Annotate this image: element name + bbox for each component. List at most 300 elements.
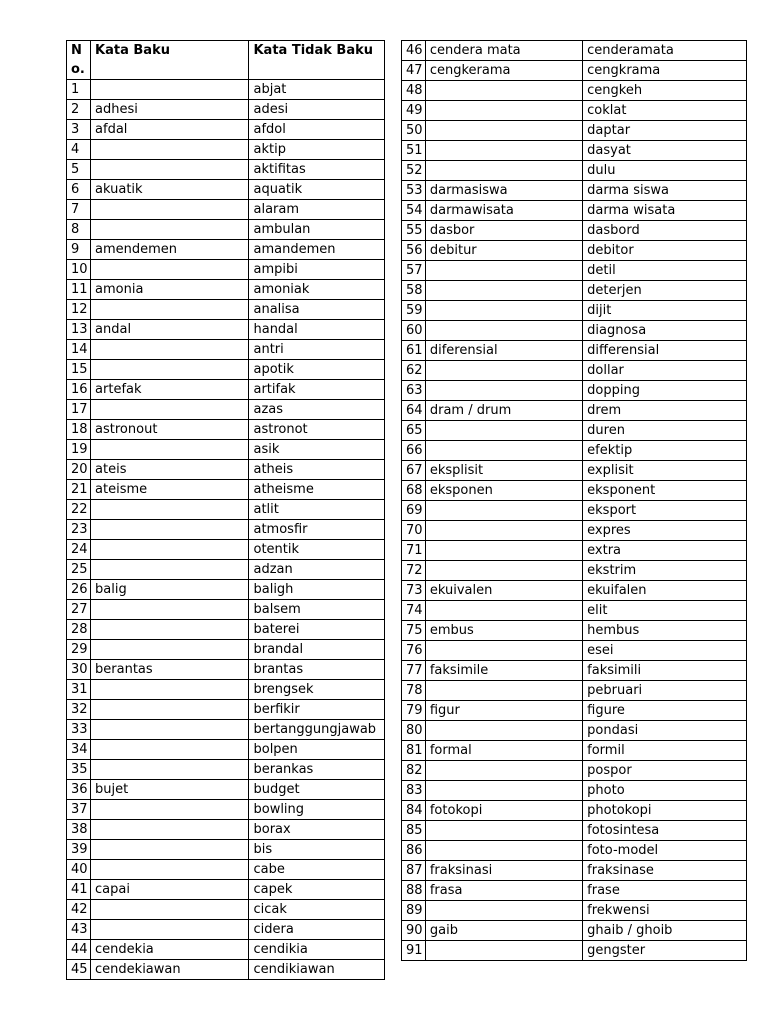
row-number: 26 — [67, 580, 91, 600]
table-row — [67, 540, 385, 560]
kata-tidak-baku-cell: dollar — [583, 361, 747, 381]
kata-tidak-baku-cell: extra — [583, 541, 747, 561]
kata-baku-cell: dram / drum — [425, 401, 582, 421]
table-row — [402, 561, 747, 581]
row-number: 40 — [67, 860, 91, 880]
table-row — [67, 460, 385, 480]
kata-tidak-baku-cell: fotosintesa — [583, 821, 747, 841]
row-number: 43 — [67, 920, 91, 940]
kata-baku-cell — [425, 841, 582, 861]
kata-baku-cell — [91, 140, 249, 160]
table-row — [67, 420, 385, 440]
row-number: 54 — [402, 201, 426, 221]
kata-baku-cell — [425, 261, 582, 281]
table-row — [67, 600, 385, 620]
kata-baku-cell — [91, 360, 249, 380]
row-number: 57 — [402, 261, 426, 281]
table-row — [402, 681, 747, 701]
kata-tidak-baku-cell: cendikia — [249, 940, 385, 960]
kata-baku-cell: bujet — [91, 780, 249, 800]
kata-baku-cell: astronout — [91, 420, 249, 440]
table-row — [402, 41, 747, 61]
kata-baku-cell — [425, 781, 582, 801]
kata-tidak-baku-cell: hembus — [583, 621, 747, 641]
table-row — [402, 481, 747, 501]
kata-tidak-baku-cell: amoniak — [249, 280, 385, 300]
kata-baku-cell — [91, 560, 249, 580]
kata-tidak-baku-cell: drem — [583, 401, 747, 421]
row-number: 60 — [402, 321, 426, 341]
table-row — [67, 220, 385, 240]
kata-tidak-baku-cell: foto-model — [583, 841, 747, 861]
row-number: 29 — [67, 640, 91, 660]
row-number: 9 — [67, 240, 91, 260]
kata-tidak-baku-cell: eksport — [583, 501, 747, 521]
kata-tidak-baku-cell: berfikir — [249, 700, 385, 720]
kata-tidak-baku-cell: dasbord — [583, 221, 747, 241]
row-number: 47 — [402, 61, 426, 81]
table-row — [402, 401, 747, 421]
row-number: 37 — [67, 800, 91, 820]
kata-tidak-baku-cell: afdol — [249, 120, 385, 140]
kata-tidak-baku-cell: debitor — [583, 241, 747, 261]
kata-tidak-baku-cell: efektip — [583, 441, 747, 461]
table-row — [67, 440, 385, 460]
kata-tidak-baku-cell: azas — [249, 400, 385, 420]
kata-baku-cell: darmasiswa — [425, 181, 582, 201]
kata-baku-cell — [425, 321, 582, 341]
table-row — [67, 580, 385, 600]
kata-baku-cell — [91, 680, 249, 700]
table-row — [67, 360, 385, 380]
table-row — [402, 881, 747, 901]
kata-tidak-baku-cell: cabe — [249, 860, 385, 880]
row-number: 86 — [402, 841, 426, 861]
table-row — [402, 121, 747, 141]
kata-tidak-baku-cell: bolpen — [249, 740, 385, 760]
kata-tidak-baku-cell: pondasi — [583, 721, 747, 741]
word-table-left — [66, 40, 385, 980]
row-number: 44 — [67, 940, 91, 960]
kata-tidak-baku-cell: astronot — [249, 420, 385, 440]
table-row — [402, 901, 747, 921]
kata-baku-cell — [91, 340, 249, 360]
row-number: 11 — [67, 280, 91, 300]
row-number: 38 — [67, 820, 91, 840]
kata-tidak-baku-cell: baligh — [249, 580, 385, 600]
kata-baku-cell: berantas — [91, 660, 249, 680]
row-number: 77 — [402, 661, 426, 681]
kata-tidak-baku-cell: dopping — [583, 381, 747, 401]
row-number: 91 — [402, 941, 426, 961]
row-number: 52 — [402, 161, 426, 181]
kata-baku-cell — [425, 381, 582, 401]
table-row — [67, 180, 385, 200]
row-number: 31 — [67, 680, 91, 700]
kata-tidak-baku-cell: adzan — [249, 560, 385, 580]
kata-tidak-baku-cell: cendikiawan — [249, 960, 385, 980]
table-row — [402, 721, 747, 741]
kata-tidak-baku-cell: pebruari — [583, 681, 747, 701]
row-number: 80 — [402, 721, 426, 741]
row-number: 12 — [67, 300, 91, 320]
kata-tidak-baku-cell: baterei — [249, 620, 385, 640]
kata-baku-cell — [425, 361, 582, 381]
kata-baku-cell — [425, 441, 582, 461]
row-number: 71 — [402, 541, 426, 561]
table-row — [67, 320, 385, 340]
kata-tidak-baku-cell: dasyat — [583, 141, 747, 161]
table-row — [402, 261, 747, 281]
kata-tidak-baku-cell: atlit — [249, 500, 385, 520]
kata-baku-cell: adhesi — [91, 100, 249, 120]
row-number: 45 — [67, 960, 91, 980]
row-number: 61 — [402, 341, 426, 361]
kata-tidak-baku-cell: cengkrama — [583, 61, 747, 81]
row-number: 34 — [67, 740, 91, 760]
kata-baku-cell — [91, 800, 249, 820]
kata-baku-cell — [91, 920, 249, 940]
table-row — [67, 700, 385, 720]
kata-baku-cell — [91, 740, 249, 760]
kata-tidak-baku-cell: darma siswa — [583, 181, 747, 201]
kata-baku-cell — [91, 400, 249, 420]
kata-baku-cell — [425, 521, 582, 541]
table-row — [402, 541, 747, 561]
row-number: 62 — [402, 361, 426, 381]
kata-tidak-baku-cell: bertanggungjawab — [249, 720, 385, 740]
table-row — [402, 861, 747, 881]
table-row — [67, 620, 385, 640]
table-row — [67, 340, 385, 360]
table-row — [67, 80, 385, 100]
row-number: 10 — [67, 260, 91, 280]
kata-tidak-baku-cell: ambulan — [249, 220, 385, 240]
row-number: 70 — [402, 521, 426, 541]
table-row — [402, 241, 747, 261]
kata-tidak-baku-cell: dijit — [583, 301, 747, 321]
kata-baku-cell: debitur — [425, 241, 582, 261]
kata-tidak-baku-cell: balsem — [249, 600, 385, 620]
kata-tidak-baku-cell: borax — [249, 820, 385, 840]
row-number: 78 — [402, 681, 426, 701]
kata-tidak-baku-cell: asik — [249, 440, 385, 460]
table-row — [67, 520, 385, 540]
table-row — [67, 200, 385, 220]
table-row — [67, 300, 385, 320]
kata-baku-cell — [425, 141, 582, 161]
table-row — [402, 101, 747, 121]
table-row — [67, 140, 385, 160]
kata-tidak-baku-cell: atheisme — [249, 480, 385, 500]
kata-baku-cell — [425, 681, 582, 701]
row-number: 88 — [402, 881, 426, 901]
kata-tidak-baku-cell: differensial — [583, 341, 747, 361]
row-number: 32 — [67, 700, 91, 720]
table-row — [402, 201, 747, 221]
kata-baku-cell: diferensial — [425, 341, 582, 361]
row-number: 3 — [67, 120, 91, 140]
table-row — [402, 181, 747, 201]
kata-tidak-baku-cell: apotik — [249, 360, 385, 380]
kata-baku-cell — [91, 620, 249, 640]
table-row — [67, 940, 385, 960]
row-number: 67 — [402, 461, 426, 481]
table-row — [402, 801, 747, 821]
kata-tidak-baku-cell: frase — [583, 881, 747, 901]
table-row — [402, 761, 747, 781]
row-number: 63 — [402, 381, 426, 401]
kata-tidak-baku-cell: esei — [583, 641, 747, 661]
table-row — [67, 820, 385, 840]
table-row — [67, 880, 385, 900]
kata-tidak-baku-cell: deterjen — [583, 281, 747, 301]
row-number: 17 — [67, 400, 91, 420]
kata-baku-cell: fotokopi — [425, 801, 582, 821]
kata-baku-cell — [91, 820, 249, 840]
row-number: 36 — [67, 780, 91, 800]
row-number: 30 — [67, 660, 91, 680]
kata-baku-cell: amonia — [91, 280, 249, 300]
kata-baku-cell — [91, 600, 249, 620]
table-row — [67, 560, 385, 580]
kata-baku-cell — [425, 561, 582, 581]
kata-baku-cell — [425, 941, 582, 961]
row-number: 4 — [67, 140, 91, 160]
kata-baku-cell: amendemen — [91, 240, 249, 260]
kata-tidak-baku-cell: bowling — [249, 800, 385, 820]
row-number: 33 — [67, 720, 91, 740]
kata-baku-cell: frasa — [425, 881, 582, 901]
table-row — [402, 341, 747, 361]
kata-baku-cell — [425, 301, 582, 321]
kata-baku-cell: ekuivalen — [425, 581, 582, 601]
table-row — [67, 500, 385, 520]
row-number: 81 — [402, 741, 426, 761]
kata-baku-cell — [91, 640, 249, 660]
row-number: 89 — [402, 901, 426, 921]
row-number: 65 — [402, 421, 426, 441]
kata-tidak-baku-cell: duren — [583, 421, 747, 441]
row-number: 87 — [402, 861, 426, 881]
table-row — [67, 720, 385, 740]
row-number: 82 — [402, 761, 426, 781]
kata-baku-cell — [91, 900, 249, 920]
table-row — [67, 660, 385, 680]
kata-baku-cell: eksponen — [425, 481, 582, 501]
table-row — [402, 941, 747, 961]
row-number: 19 — [67, 440, 91, 460]
row-number: 69 — [402, 501, 426, 521]
kata-baku-cell: fraksinasi — [425, 861, 582, 881]
kata-baku-cell — [91, 760, 249, 780]
table-row — [67, 900, 385, 920]
table-row — [402, 741, 747, 761]
table-row — [67, 400, 385, 420]
kata-tidak-baku-cell: darma wisata — [583, 201, 747, 221]
row-number: 75 — [402, 621, 426, 641]
kata-tidak-baku-cell: ghaib / ghoib — [583, 921, 747, 941]
table-row — [402, 841, 747, 861]
row-number: 25 — [67, 560, 91, 580]
row-number: 13 — [67, 320, 91, 340]
kata-baku-cell — [425, 501, 582, 521]
row-number: 72 — [402, 561, 426, 581]
table-row — [402, 781, 747, 801]
row-number: 23 — [67, 520, 91, 540]
kata-tidak-baku-cell: otentik — [249, 540, 385, 560]
kata-baku-cell — [91, 520, 249, 540]
kata-tidak-baku-cell: cengkeh — [583, 81, 747, 101]
kata-baku-cell — [91, 500, 249, 520]
kata-baku-cell: eksplisit — [425, 461, 582, 481]
kata-baku-cell — [91, 540, 249, 560]
kata-baku-cell — [425, 161, 582, 181]
table-row — [402, 661, 747, 681]
table-row — [402, 621, 747, 641]
row-number: 14 — [67, 340, 91, 360]
row-number: 66 — [402, 441, 426, 461]
table-row — [402, 281, 747, 301]
row-number: 7 — [67, 200, 91, 220]
table-row — [402, 81, 747, 101]
row-number: 22 — [67, 500, 91, 520]
kata-tidak-baku-cell: eksponent — [583, 481, 747, 501]
row-number: 46 — [402, 41, 426, 61]
kata-baku-cell: darmawisata — [425, 201, 582, 221]
kata-baku-cell: akuatik — [91, 180, 249, 200]
row-number: 5 — [67, 160, 91, 180]
kata-tidak-baku-cell: adesi — [249, 100, 385, 120]
kata-tidak-baku-cell: atmosfir — [249, 520, 385, 540]
row-number: 18 — [67, 420, 91, 440]
kata-tidak-baku-cell: antri — [249, 340, 385, 360]
kata-tidak-baku-cell: ekstrim — [583, 561, 747, 581]
row-number: 58 — [402, 281, 426, 301]
kata-baku-cell — [425, 641, 582, 661]
kata-tidak-baku-cell: cidera — [249, 920, 385, 940]
word-table-right — [401, 40, 747, 961]
table-row — [67, 240, 385, 260]
kata-tidak-baku-cell: aquatik — [249, 180, 385, 200]
table-row — [402, 321, 747, 341]
kata-baku-cell — [91, 720, 249, 740]
row-number: 83 — [402, 781, 426, 801]
kata-baku-cell: artefak — [91, 380, 249, 400]
row-number: 21 — [67, 480, 91, 500]
table-row — [402, 61, 747, 81]
kata-baku-cell — [91, 80, 249, 100]
row-number: 59 — [402, 301, 426, 321]
table-row — [67, 740, 385, 760]
kata-baku-cell — [91, 840, 249, 860]
kata-tidak-baku-cell: bis — [249, 840, 385, 860]
row-number: 85 — [402, 821, 426, 841]
row-number: 35 — [67, 760, 91, 780]
table-row — [402, 141, 747, 161]
table-row — [67, 280, 385, 300]
table-row — [67, 380, 385, 400]
kata-baku-cell: balig — [91, 580, 249, 600]
kata-tidak-baku-cell: expres — [583, 521, 747, 541]
kata-tidak-baku-cell: elit — [583, 601, 747, 621]
table-row — [402, 461, 747, 481]
kata-tidak-baku-cell: ampibi — [249, 260, 385, 280]
kata-baku-cell — [91, 160, 249, 180]
table-row — [67, 780, 385, 800]
kata-tidak-baku-cell: brantas — [249, 660, 385, 680]
row-number: 20 — [67, 460, 91, 480]
kata-baku-cell — [425, 81, 582, 101]
table-row — [67, 920, 385, 940]
row-number: 73 — [402, 581, 426, 601]
kata-tidak-baku-cell: coklat — [583, 101, 747, 121]
kata-baku-cell — [425, 281, 582, 301]
kata-baku-cell — [91, 220, 249, 240]
table-row — [67, 160, 385, 180]
kata-tidak-baku-cell: aktip — [249, 140, 385, 160]
row-number: 6 — [67, 180, 91, 200]
kata-tidak-baku-cell: photokopi — [583, 801, 747, 821]
table-row — [67, 120, 385, 140]
kata-tidak-baku-cell: fraksinase — [583, 861, 747, 881]
kata-tidak-baku-cell: photo — [583, 781, 747, 801]
kata-tidak-baku-cell: dulu — [583, 161, 747, 181]
kata-tidak-baku-cell: figure — [583, 701, 747, 721]
kata-tidak-baku-cell: diagnosa — [583, 321, 747, 341]
header-kata-tidak-baku: Kata Tidak Baku — [249, 41, 385, 80]
kata-tidak-baku-cell: faksimili — [583, 661, 747, 681]
kata-tidak-baku-cell: alaram — [249, 200, 385, 220]
table-row — [402, 521, 747, 541]
kata-tidak-baku-cell: analisa — [249, 300, 385, 320]
row-number: 28 — [67, 620, 91, 640]
kata-baku-cell: cendekia — [91, 940, 249, 960]
kata-tidak-baku-cell: handal — [249, 320, 385, 340]
kata-tidak-baku-cell: frekwensi — [583, 901, 747, 921]
kata-tidak-baku-cell: abjat — [249, 80, 385, 100]
kata-baku-cell — [425, 901, 582, 921]
table-row — [67, 640, 385, 660]
table-row — [67, 800, 385, 820]
kata-tidak-baku-cell: capek — [249, 880, 385, 900]
kata-tidak-baku-cell: atheis — [249, 460, 385, 480]
kata-tidak-baku-cell: formil — [583, 741, 747, 761]
kata-tidak-baku-cell: daptar — [583, 121, 747, 141]
row-number: 2 — [67, 100, 91, 120]
kata-baku-cell — [425, 541, 582, 561]
row-number: 50 — [402, 121, 426, 141]
row-number: 24 — [67, 540, 91, 560]
kata-tidak-baku-cell: aktifitas — [249, 160, 385, 180]
table-row — [67, 480, 385, 500]
kata-tidak-baku-cell: ekuifalen — [583, 581, 747, 601]
table-row — [67, 960, 385, 980]
table-row — [402, 221, 747, 241]
row-number: 48 — [402, 81, 426, 101]
kata-baku-cell: ateis — [91, 460, 249, 480]
kata-baku-cell: faksimile — [425, 661, 582, 681]
kata-baku-cell — [425, 821, 582, 841]
kata-tidak-baku-cell: brandal — [249, 640, 385, 660]
kata-baku-cell — [91, 260, 249, 280]
row-number: 55 — [402, 221, 426, 241]
kata-baku-cell — [91, 200, 249, 220]
header-kata-baku: Kata Baku — [91, 41, 249, 80]
row-number: 49 — [402, 101, 426, 121]
table-row — [402, 501, 747, 521]
row-number: 1 — [67, 80, 91, 100]
